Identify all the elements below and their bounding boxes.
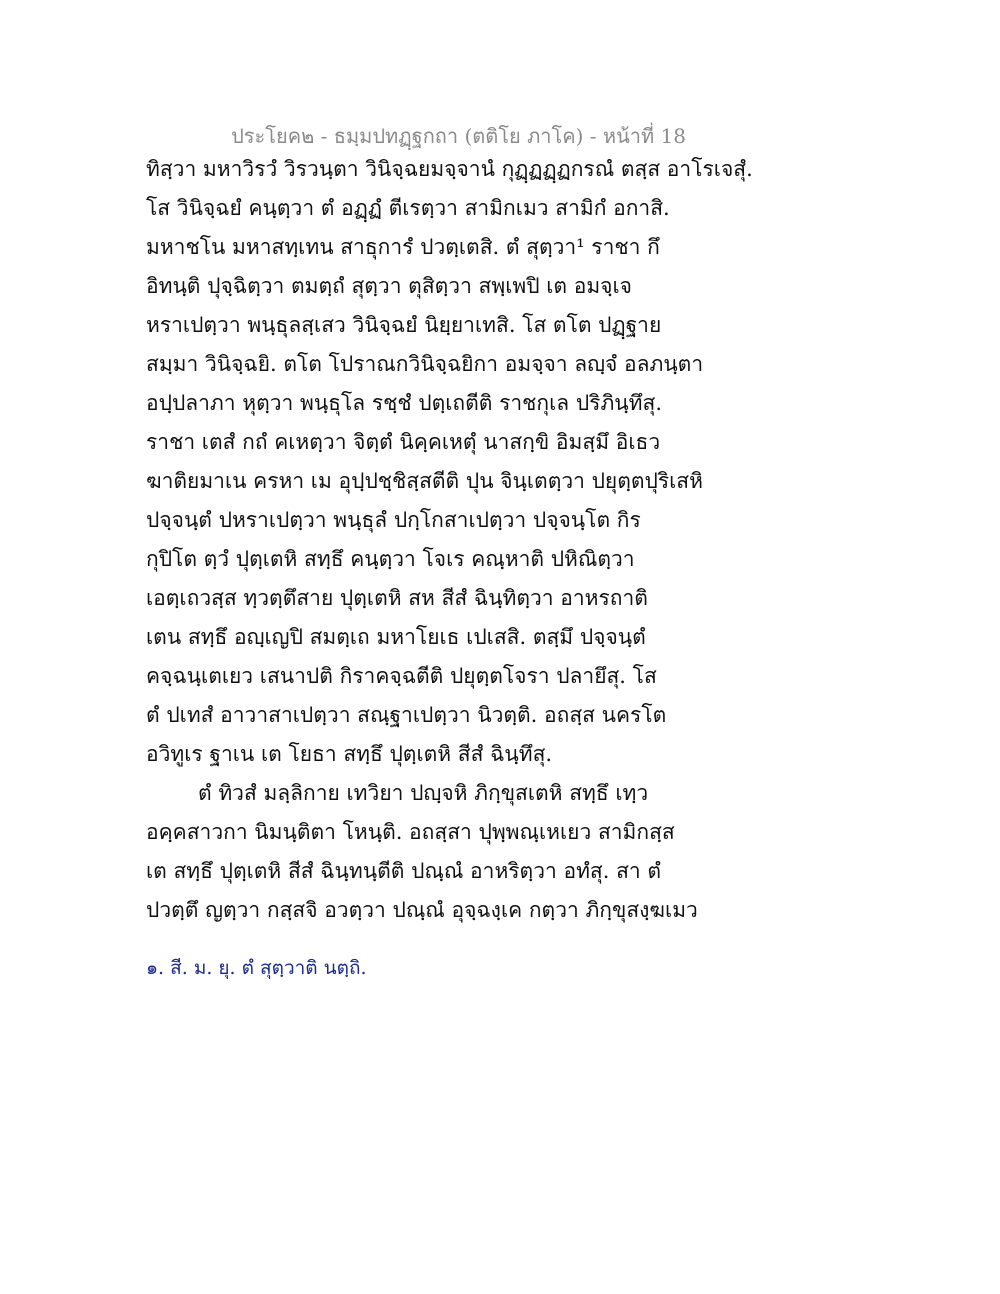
text-line: สมฺมา วินิจฺฉยิ. ตโต โปราณกวินิจฺฉยิกา อมจฺจา ลญฺจํ อลภนฺตา xyxy=(146,352,704,376)
text-line: เต สทฺธึ ปุตฺเตหิ สีสํ ฉินฺทนฺตีติ ปณฺณํ อาหริตฺวา อทํสุ. สา ตํ xyxy=(146,859,662,883)
text-line: ตํ ปเทสํ อาวาสาเปตฺวา สณฺฐาเปตฺวา นิวตฺติ. อถสฺส นครโต xyxy=(146,703,667,727)
text-line: อคฺคสาวกา นิมนฺติตา โหนฺติ. อถสฺสา ปุพฺพณฺเหเยว สามิกสฺส xyxy=(146,820,675,844)
text-line: มหาชโน มหาสทฺเทน สาธุการํ ปวตฺเตสิ. ตํ สุตฺวา¹ ราชา กึ xyxy=(146,235,660,259)
footnote: ๑. สี. ม. ยุ. ตํ สุตฺวาติ นตฺถิ. xyxy=(146,957,367,979)
text-line: หราเปตฺวา พนฺธุลสฺเสว วินิจฺฉยํ นิยฺยาเทสิ. โส ตโต ปฏฺฐาย xyxy=(146,313,662,337)
text-line: โส วินิจฺฉยํ คนฺตฺวา ตํ อฏฺฏํ ตีเรตฺวา สามิกเมว สามิกํ อกาสิ. xyxy=(146,196,670,220)
text-line: เอตฺเถวสฺส ทฺวตฺตึสาย ปุตฺเตหิ สห สีสํ ฉินฺทิตฺวา อาหรถาติ xyxy=(146,586,648,610)
text-line: เตน สทฺธึ อญฺเญปิ สมตฺเถ มหาโยเธ เปเสสิ. ตสฺมึ ปจฺจนฺตํ xyxy=(146,625,646,649)
text-line: อวิทูเร ฐาเน เต โยธา สทฺธึ ปุตฺเตหิ สีสํ ฉินฺทึสุ. xyxy=(146,742,553,766)
text-line: ฆาติยมาเน ครหา เม อุปฺปชฺชิสฺสตีติ ปุน จินฺเตตฺวา ปยุตฺตปุริเสหิ xyxy=(146,469,703,493)
text-line: กุปิโต ตฺวํ ปุตฺเตหิ สทฺธึ คนฺตฺวา โจเร คณฺหาติ ปหิณิตฺวา xyxy=(146,547,635,571)
text-line: อปฺปลาภา หุตฺวา พนฺธุโล รชฺชํ ปตฺเถตีติ ราชกุเล ปริภินฺทึสุ. xyxy=(146,391,662,415)
text-line: คจฺฉนฺเตเยว เสนาปติ กิราคจฺฉตีติ ปยุตฺตโจรา ปลายึสุ. โส xyxy=(146,664,657,688)
paragraph-start-line: ตํ ทิวสํ มลฺลิกาย เทวิยา ปญฺจหิ ภิกฺขุสเตหิ สทฺธึ เทฺว xyxy=(198,781,649,805)
text-line: อิทนฺติ ปุจฺฉิตฺวา ตมตฺถํ สุตฺวา ตุสิตฺวา สพฺเพปิ เต อมจฺเจ xyxy=(146,274,632,298)
page-header: ประโยค๒ - ธมฺมปทฏฺฐกถา (ตติโย ภาโค) - หน้าที่ 18 xyxy=(231,124,686,148)
text-line: ทิสฺวา มหาวิรวํ วิรวนฺตา วินิจฺฉยมจฺจานํ กุฏฺฏฏฺฏกรณํ ตสฺส อาโรเจสุํ. xyxy=(146,157,753,181)
text-line: ราชา เตสํ กถํ คเหตฺวา จิตฺตํ นิคฺคเหตุํ นาสกฺขิ อิมสฺมึ อิเธว xyxy=(146,430,661,454)
text-line: ปจฺจนฺตํ ปหราเปตฺวา พนฺธุลํ ปกฺโกสาเปตฺวา ปจฺจนฺโต กิร xyxy=(146,508,641,532)
body-text xyxy=(146,150,753,930)
text-line: ปวตฺตึ ญตฺวา กสฺสจิ อวตฺวา ปณฺณํ อุจฺฉงฺเค กตฺวา ภิกฺขุสงฺฆเมว xyxy=(146,898,698,922)
